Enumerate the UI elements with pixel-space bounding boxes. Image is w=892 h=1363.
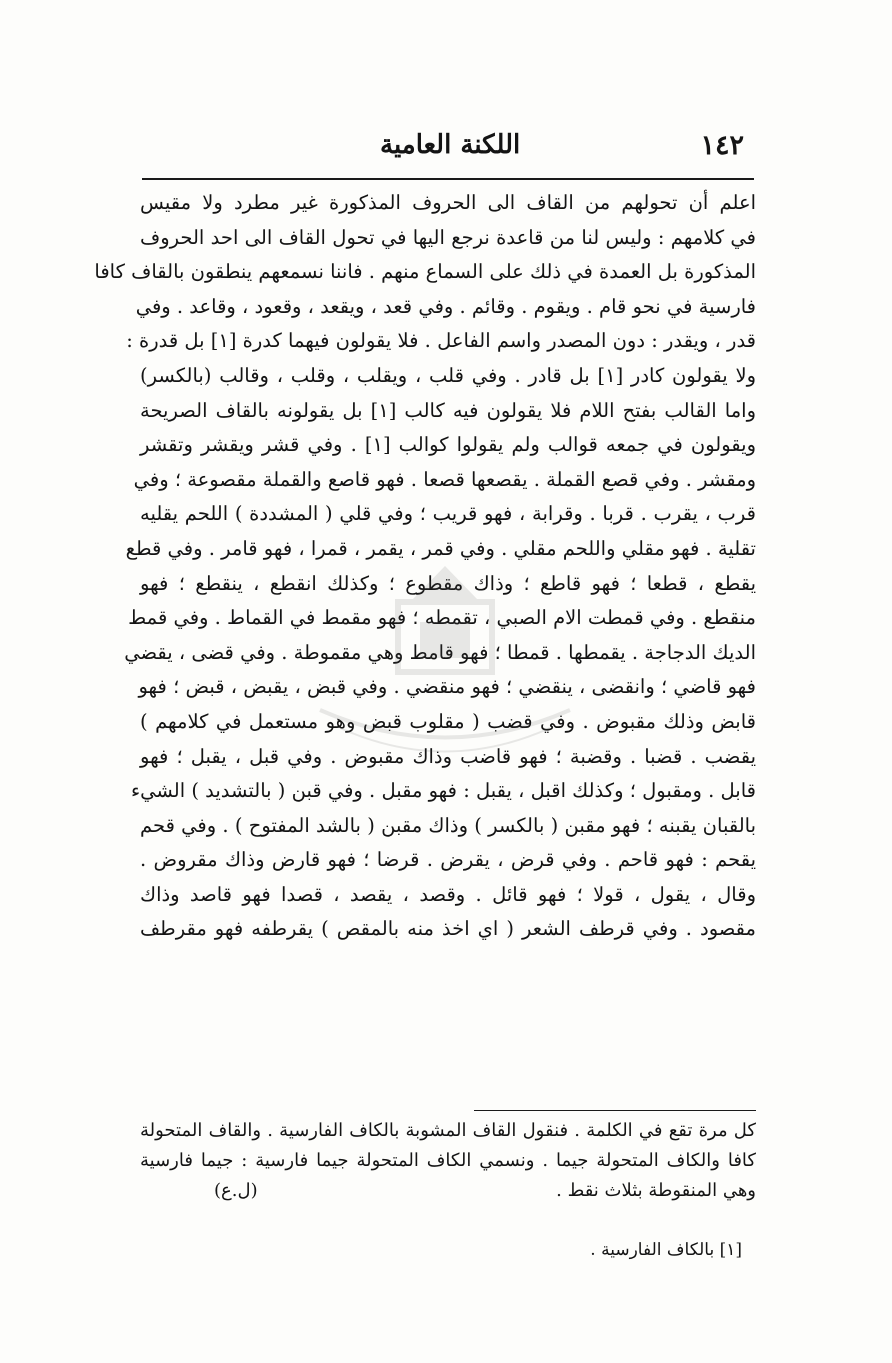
body-line: تقلية . فهو مقلي واللحم مقلي . وفي قمر ، يقمر ، قمرا ، فهو قامر . وفي قطع xyxy=(125,536,756,560)
body-line: ويقولون في جمعه قوالب ولم يقولوا كوالب [١] . وفي قشر ويقشر وتقشر xyxy=(140,433,756,457)
note-last-line xyxy=(140,1176,756,1206)
note-signature: (ل.ع) xyxy=(214,1180,258,1201)
body-text xyxy=(94,186,756,947)
running-title: اللكنة العامية xyxy=(380,130,521,160)
body-line: قرب ، يقرب . قربا . وقرابة ، فهو قريب ؛ وفي قلي ( المشددة ) اللحم يقليه xyxy=(140,502,756,526)
body-line: ومقشر . وفي قصع القملة . يقصعها قصعا . فهو قاصع والقملة مقصوعة ؛ وفي xyxy=(133,467,756,491)
body-line: الديك الدجاجة . يقمطها . قمطا ؛ فهو قامط وهي مقموطة . وفي قضى ، يقضي xyxy=(124,640,756,664)
footnote: [١] بالكاف الفارسية . xyxy=(590,1240,742,1260)
header-rule xyxy=(142,178,754,180)
body-line: المذكورة بل العمدة في ذلك على السماع منهم . فاننا نسمعهم ينطقون بالقاف كافا xyxy=(94,260,756,284)
running-head xyxy=(140,128,752,168)
body-line: وقال ، يقول ، قولا ؛ فهو قائل . وقصد ، يقصد ، قصدا فهو قاصد وذاك xyxy=(140,882,756,906)
body-line: اعلم أن تحولهم من القاف الى الحروف المذكورة غير مطرد ولا مقيس xyxy=(140,191,756,214)
body-line: يقطع ، قطعا ؛ فهو قاطع ؛ وذاك مقطوع ؛ وكذلك انقطع ، ينقطع ؛ فهو xyxy=(140,571,756,595)
body-line: فارسية في نحو قام . ويقوم . وقائم . وفي قعد ، ويقعد ، وقعود ، وقاعد . وفي xyxy=(135,294,756,318)
body-line: منقطع . وفي قمطت الام الصبي ، تقمطه ؛ فهو مقمط في القماط . وفي قمط xyxy=(128,606,756,630)
body-line: فهو قاضي ؛ وانقضى ، ينقضي ؛ فهو منقضي . وفي قبض ، يقبض ، قبض ؛ فهو xyxy=(138,675,756,699)
page-number: ١٤٢ xyxy=(700,130,744,161)
note-rule xyxy=(474,1110,756,1111)
body-line: يقضب . قضبا . وقضبة ؛ فهو قاضب وذاك مقبوض . وفي قبل ، يقبل ؛ فهو xyxy=(140,744,756,768)
body-line: قابض وذلك مقبوض . وفي قضب ( مقلوب قبض وهو مستعمل في كلامهم ) xyxy=(140,709,756,733)
continued-note xyxy=(140,1116,756,1206)
body-line: بالقبان يقبنه ؛ فهو مقبن ( بالكسر ) وذاك مقبن ( بالشد المفتوح ) . وفي قحم xyxy=(140,813,756,837)
note-line: كل مرة تقع في الكلمة . فنقول القاف المشوبة بالكاف الفارسية . والقاف المتحولة xyxy=(140,1120,756,1141)
body-line: في كلامهم : وليس لنا من قاعدة نرجع اليها في تحول القاف الى احد الحروف xyxy=(140,225,756,249)
body-line: يقحم : فهو قاحم . وفي قرض ، يقرض . قرضا ؛ فهو قارض وذاك مقروض . xyxy=(140,848,756,872)
body-line: قابل . ومقبول ؛ وكذلك اقبل ، يقبل : فهو مقبل . وفي قبن ( بالتشديد ) الشيء xyxy=(130,779,756,803)
note-line: كافا والكاف المتحولة جيما . ونسمي الكاف المتحولة جيما فارسية : جيما فارسية xyxy=(140,1150,756,1171)
body-line: ولا يقولون كادر [١] بل قادر . وفي قلب ، ويقلب ، وقلب ، وقالب (بالكسر) xyxy=(140,363,756,387)
body-line: قدر ، ويقدر : دون المصدر واسم الفاعل . فلا يقولون فيهما كدرة [١] بل قدرة : xyxy=(126,329,756,353)
note-text: وهي المنقوطة بثلاث نقط . xyxy=(556,1180,756,1201)
body-line: مقصود . وفي قرطف الشعر ( اي اخذ منه بالمقص ) يقرطفه فهو مقرطف xyxy=(140,917,756,941)
body-line: واما القالب بفتح اللام فلا يقولون فيه كالب [١] بل يقولونه بالقاف الصريحة xyxy=(140,398,756,422)
